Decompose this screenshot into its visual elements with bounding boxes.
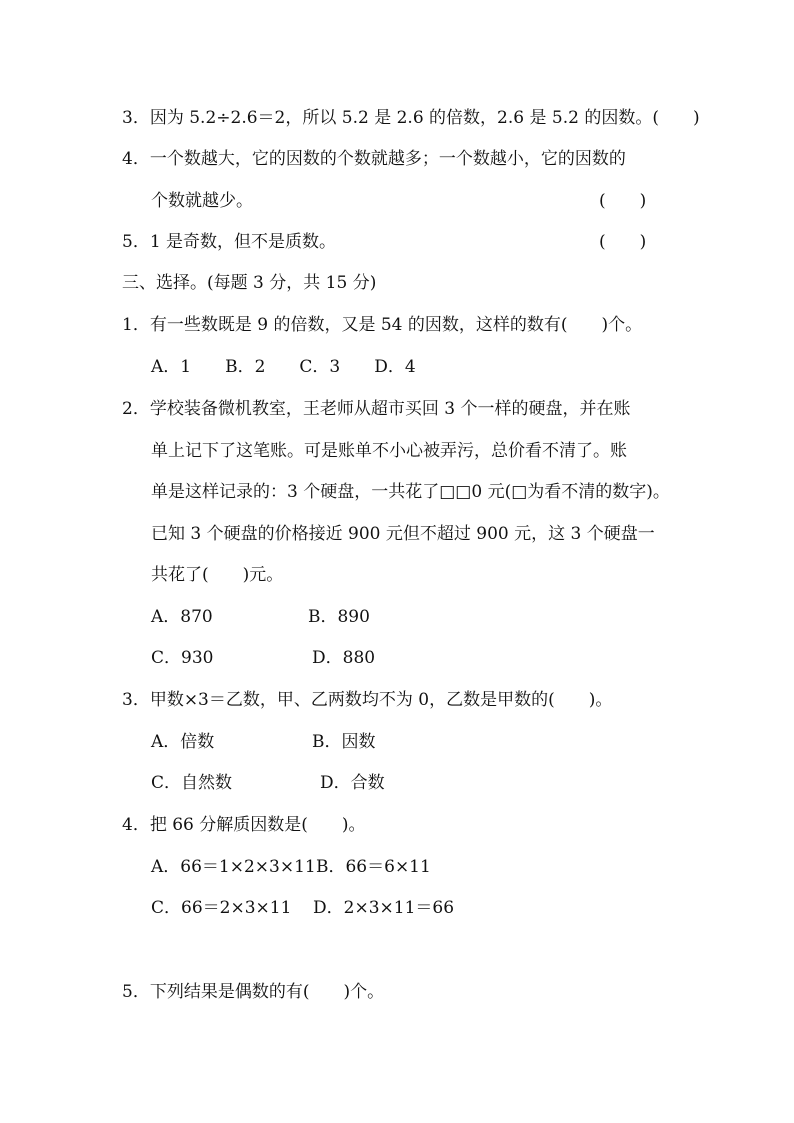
choice-question-2-line-4: 已知 3 个硬盘的价格接近 900 元但不超过 900 元，这 3 个硬盘一 xyxy=(151,524,655,544)
choice-question-2-line-5: 共花了( )元。 xyxy=(151,565,284,585)
choice-question-4-option-b[interactable]: B．66＝6×11 xyxy=(316,857,431,877)
judgement-question-5: 5．1 是奇数，但不是质数。 xyxy=(122,232,337,252)
choice-question-3-option-a[interactable]: A．倍数 xyxy=(151,732,215,752)
choice-question-2-line-2: 单上记下了这笔账。可是账单不小心被弄污，总价看不清了。账 xyxy=(151,441,627,461)
choice-question-2-line-3: 单是这样记录的：3 个硬盘，一共花了□□0 元(□为看不清的数字)。 xyxy=(151,482,670,502)
judgement-question-3: 3．因为 5.2÷2.6＝2，所以 5.2 是 2.6 的倍数，2.6 是 5.2 的因数。( ) xyxy=(122,108,700,128)
judgement-question-4-line-1: 4．一个数越大，它的因数的个数就越多；一个数越小，它的因数的 xyxy=(122,149,626,169)
choice-question-2-option-d[interactable]: D．880 xyxy=(312,648,376,668)
choice-question-4-stem: 4．把 66 分解质因数是( )。 xyxy=(122,815,366,835)
choice-question-4-option-c[interactable]: C．66＝2×3×11 xyxy=(151,898,292,918)
judgement-question-4-line-2: 个数就越少。 xyxy=(151,191,253,211)
choice-question-5-stem: 5．下列结果是偶数的有( )个。 xyxy=(122,982,385,1002)
choice-question-2-line-1: 2．学校装备微机教室，王老师从超市买回 3 个一样的硬盘，并在账 xyxy=(122,399,631,419)
choice-question-1-stem: 1．有一些数既是 9 的倍数，又是 54 的因数，这样的数有( )个。 xyxy=(122,315,643,335)
choice-question-2-option-a[interactable]: A．870 xyxy=(151,607,213,627)
choice-question-3-option-d[interactable]: D．合数 xyxy=(320,773,385,793)
choice-question-4-option-d[interactable]: D．2×3×11＝66 xyxy=(313,898,455,918)
choice-question-2-option-c[interactable]: C．930 xyxy=(151,648,214,668)
choice-question-3-stem: 3．甲数×3＝乙数，甲、乙两数均不为 0，乙数是甲数的( )。 xyxy=(122,690,613,710)
choice-question-1-options: A．1 B．2 C．3 D．4 xyxy=(151,357,416,377)
choice-question-4-option-a[interactable]: A．66＝1×2×3×11 xyxy=(151,857,316,877)
judgement-question-5-answer-bracket[interactable]: ( ) xyxy=(599,232,647,252)
choice-question-3-option-c[interactable]: C．自然数 xyxy=(151,773,233,793)
choice-question-2-option-b[interactable]: B．890 xyxy=(308,607,370,627)
choice-question-3-option-b[interactable]: B．因数 xyxy=(312,732,376,752)
judgement-question-4-answer-bracket[interactable]: ( ) xyxy=(599,191,647,211)
section-3-heading: 三、选择。(每题 3 分，共 15 分) xyxy=(122,273,377,293)
